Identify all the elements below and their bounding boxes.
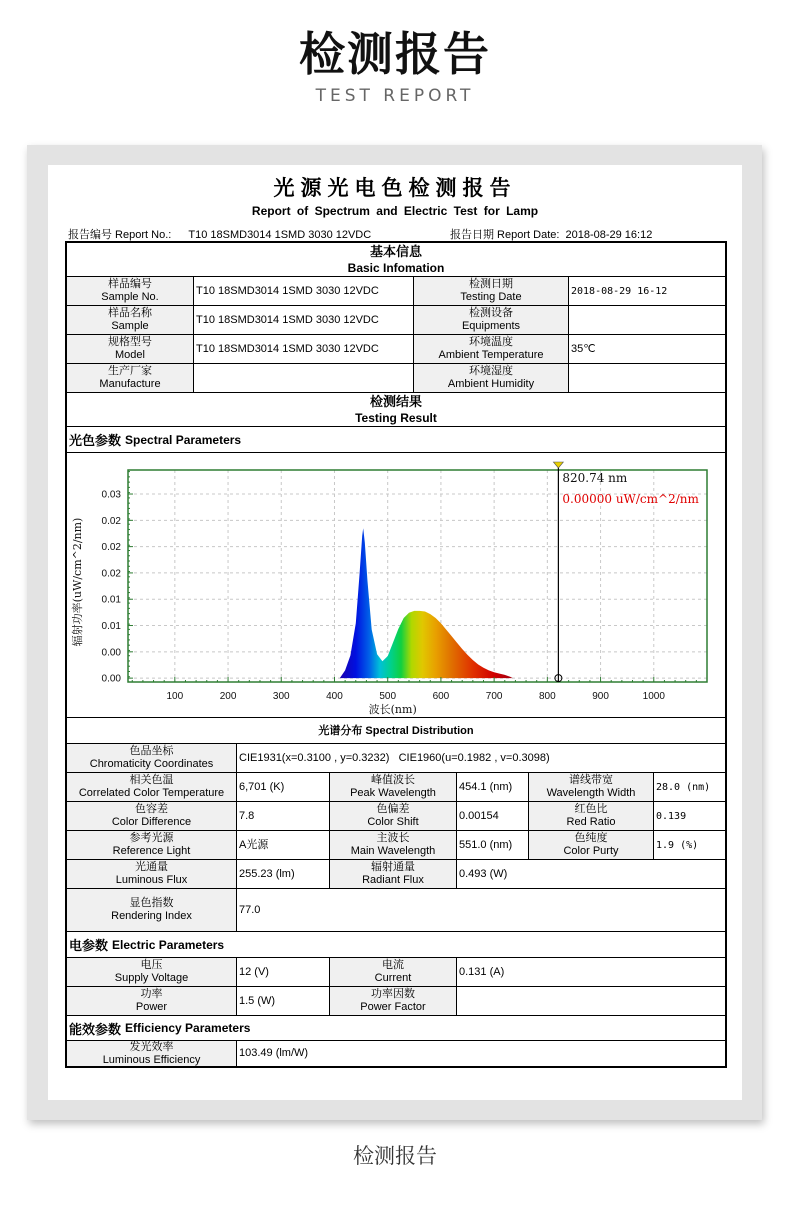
manufacture-value (194, 364, 414, 393)
hero-title: 检测报告 (299, 27, 491, 81)
report-table (65, 241, 727, 1068)
svg-text:900: 900 (592, 691, 609, 702)
svg-text:0.00: 0.00 (101, 673, 121, 685)
label-en: Radiant Flux (362, 874, 424, 886)
label-en: Correlated Color Temperature (78, 787, 225, 799)
basic-info-title-zh: 基本信息 (369, 243, 422, 259)
cursor-handle-icon[interactable] (553, 462, 563, 468)
spectrum-chart (67, 453, 725, 718)
model-value: T10 18SMD3014 1SMD 3030 12VDC (194, 335, 414, 364)
testing-result-header (67, 393, 725, 427)
hero-subtitle: TEST REPORT (315, 86, 475, 106)
power-factor-label (330, 987, 457, 1016)
svg-text:300: 300 (272, 691, 290, 702)
label-zh: 检测设备 (469, 307, 513, 319)
label-en: Color Shift (367, 816, 419, 828)
caption: 检测报告 (353, 1144, 437, 1168)
wavelength-cursor[interactable] (553, 462, 699, 682)
label-zh: 检测日期 (469, 278, 513, 290)
label-en: Testing Date (460, 291, 522, 303)
label-zh: 显色指数 (129, 897, 174, 909)
color-shift-label (330, 802, 457, 831)
svg-text:0.01: 0.01 (101, 594, 121, 606)
svg-text:0.02: 0.02 (101, 568, 121, 580)
label-en: Sample (111, 320, 149, 332)
svg-text:600: 600 (432, 691, 450, 702)
label-en: Chromaticity Coordinates (89, 758, 214, 770)
sample-no-label (67, 277, 194, 306)
spectral-distribution-header (67, 718, 725, 744)
efficiency-parameters-header (67, 1016, 725, 1041)
label-zh: 红色比 (574, 803, 608, 815)
report-no-value: T10 18SMD3014 1SMD 3030 12VDC (188, 229, 372, 241)
luminous-efficiency-label (67, 1041, 237, 1066)
label-zh: 色纯度 (574, 832, 608, 844)
testing-date-label (414, 277, 569, 306)
red-ratio-value: 0.139 (654, 802, 725, 831)
svg-text:200: 200 (219, 691, 237, 702)
basic-info-title-en: Basic Infomation (347, 260, 445, 275)
electric-heading-zh: 电参数 (69, 938, 109, 953)
label-en: Wavelength Width (546, 787, 636, 799)
spectral-heading-en: Spectral Parameters (125, 432, 242, 447)
current-value: 0.131 (A) (457, 958, 725, 987)
reference-light-value: A光源 (237, 831, 330, 860)
label-en: Sample No. (101, 291, 159, 303)
luminous-efficiency-value: 103.49 (lm/W) (237, 1041, 725, 1066)
svg-text:0.01: 0.01 (101, 621, 121, 633)
power-label (67, 987, 237, 1016)
label-en: Ambient Humidity (447, 378, 535, 390)
svg-text:0.02: 0.02 (101, 515, 121, 527)
equipments-label (414, 306, 569, 335)
report-date-label: 报告日期 Report Date: (450, 229, 560, 241)
document-title: 光源光电色检测报告 (273, 175, 517, 200)
testing-date-value: 2018-08-29 16-12 (569, 277, 725, 306)
label-en: Ambient Temperature (438, 349, 544, 361)
label-zh: 生产厂家 (108, 365, 152, 377)
electric-heading-en: Electric Parameters (112, 937, 225, 952)
cct-value: 6,701 (K) (237, 773, 330, 802)
efficiency-heading-zh: 能效参数 (69, 1021, 122, 1037)
label-en: Power (135, 1001, 168, 1013)
label-zh: 主波长 (376, 832, 410, 844)
label-zh: 光通量 (135, 861, 168, 873)
color-purity-label (529, 831, 654, 860)
spectral-parameters-header (67, 427, 725, 453)
label-zh: 样品名称 (108, 307, 152, 319)
svg-text:0.02: 0.02 (101, 542, 121, 554)
luminous-flux-value: 255.23 (lm) (237, 860, 330, 889)
red-ratio-label (529, 802, 654, 831)
label-en: Model (115, 349, 145, 361)
main-wavelength-label (330, 831, 457, 860)
svg-text:500: 500 (379, 691, 397, 702)
testing-result-title-en: Testing Result (355, 410, 437, 425)
label-zh: 色偏差 (376, 803, 410, 815)
cursor-wavelength-label: 820.74 nm (562, 471, 628, 485)
sample-no-value: T10 18SMD3014 1SMD 3030 12VDC (194, 277, 414, 306)
label-zh: 规格型号 (108, 336, 152, 348)
ambient-humidity-value (569, 364, 725, 393)
label-zh: 环境温度 (469, 336, 513, 348)
supply-voltage-value: 12 (V) (237, 958, 330, 987)
svg-text:700: 700 (485, 691, 503, 702)
reference-light-label (67, 831, 237, 860)
label-en: Reference Light (112, 845, 191, 857)
ambient-temperature-label (414, 335, 569, 364)
cct-label (67, 773, 237, 802)
label-en: Manufacture (99, 378, 161, 390)
peak-wavelength-label (330, 773, 457, 802)
label-zh: 发光效率 (129, 1041, 174, 1053)
electric-parameters-header (67, 932, 725, 958)
svg-text:800: 800 (539, 691, 556, 702)
spectral-heading-zh: 光色参数 (69, 433, 122, 448)
svg-text:0.00: 0.00 (101, 647, 121, 659)
manufacture-label (67, 364, 194, 393)
svg-text:400: 400 (326, 691, 343, 702)
label-zh: 相关色温 (129, 774, 174, 786)
label-en: Luminous Flux (115, 874, 188, 886)
power-value: 1.5 (W) (237, 987, 330, 1016)
spectrum-chart-svg (67, 453, 725, 718)
equipments-value (569, 306, 725, 335)
svg-text:100: 100 (166, 691, 184, 702)
rendering-index-value: 77.0 (237, 889, 725, 932)
report-date-value: 2018-08-29 16:12 (565, 229, 653, 241)
basic-info-header (67, 243, 725, 277)
label-zh: 谱线带宽 (569, 774, 613, 786)
label-zh: 峰值波长 (371, 774, 415, 786)
document-subtitle: Report of Spectrum and Electric Test for Lamp (251, 204, 539, 218)
radiant-flux-label (330, 860, 457, 889)
report-no-label: 报告编号 Report No.: (68, 229, 172, 241)
report-date (450, 226, 652, 242)
sample-label (67, 306, 194, 335)
label-en: Main Wavelength (350, 845, 436, 857)
main-wavelength-value: 551.0 (nm) (457, 831, 529, 860)
model-label (67, 335, 194, 364)
label-zh: 样品编号 (108, 278, 152, 290)
label-zh: 电流 (382, 959, 404, 971)
current-label (330, 958, 457, 987)
label-en: Equipments (461, 320, 521, 332)
label-zh: 功率 (140, 988, 163, 1000)
label-zh: 电压 (140, 959, 163, 971)
y-axis-label: 辐射功率(uW/cm^2/nm) (71, 517, 84, 647)
label-zh: 功率因数 (371, 988, 415, 1000)
label-en: Red Ratio (566, 816, 616, 828)
radiant-flux-value: 0.493 (W) (457, 860, 725, 889)
label-zh: 辐射通量 (371, 861, 415, 873)
sample-value: T10 18SMD3014 1SMD 3030 12VDC (194, 306, 414, 335)
color-shift-value: 0.00154 (457, 802, 529, 831)
label-en: Peak Wavelength (350, 787, 436, 799)
rendering-index-label (67, 889, 237, 932)
label-en: Color Purty (563, 845, 619, 857)
label-en: Current (374, 972, 412, 984)
spectral-distribution-title: 光谱分布 Spectral Distribution (318, 724, 474, 737)
chromaticity-label (67, 744, 237, 773)
label-en: Color Difference (111, 816, 192, 828)
chromaticity-value: CIE1931(x=0.3100 , y=0.3232) CIE1960(u=0.1982 , v=0.3098) (237, 744, 725, 773)
label-en: Rendering Index (111, 910, 192, 922)
color-difference-value: 7.8 (237, 802, 330, 831)
label-zh: 色容差 (135, 803, 168, 815)
label-zh: 参考光源 (129, 832, 174, 844)
ambient-temperature-value: 35℃ (569, 335, 725, 364)
cursor-value-label: 0.00000 uW/cm^2/nm (562, 492, 699, 506)
power-factor-value (457, 987, 725, 1016)
svg-text:1000: 1000 (642, 691, 665, 702)
x-axis (132, 677, 707, 702)
supply-voltage-label (67, 958, 237, 987)
label-en: Supply Voltage (114, 972, 189, 984)
efficiency-heading-en: Efficiency Parameters (125, 1021, 251, 1035)
label-en: Power Factor (360, 1001, 426, 1013)
testing-result-title-zh: 检测结果 (369, 393, 422, 409)
wavelength-width-label (529, 773, 654, 802)
color-difference-label (67, 802, 237, 831)
report-no (68, 226, 371, 242)
wavelength-width-value: 28.0 (nm) (654, 773, 725, 802)
ambient-humidity-label (414, 364, 569, 393)
color-purity-value: 1.9 (%) (654, 831, 725, 860)
label-en: Luminous Efficiency (102, 1053, 201, 1066)
luminous-flux-label (67, 860, 237, 889)
label-zh: 环境湿度 (469, 365, 513, 377)
svg-text:0.03: 0.03 (101, 489, 121, 501)
label-zh: 色品坐标 (129, 745, 174, 757)
x-axis-label: 波长(nm) (368, 703, 417, 716)
peak-wavelength-value: 454.1 (nm) (457, 773, 529, 802)
spectrum-area (340, 528, 513, 678)
